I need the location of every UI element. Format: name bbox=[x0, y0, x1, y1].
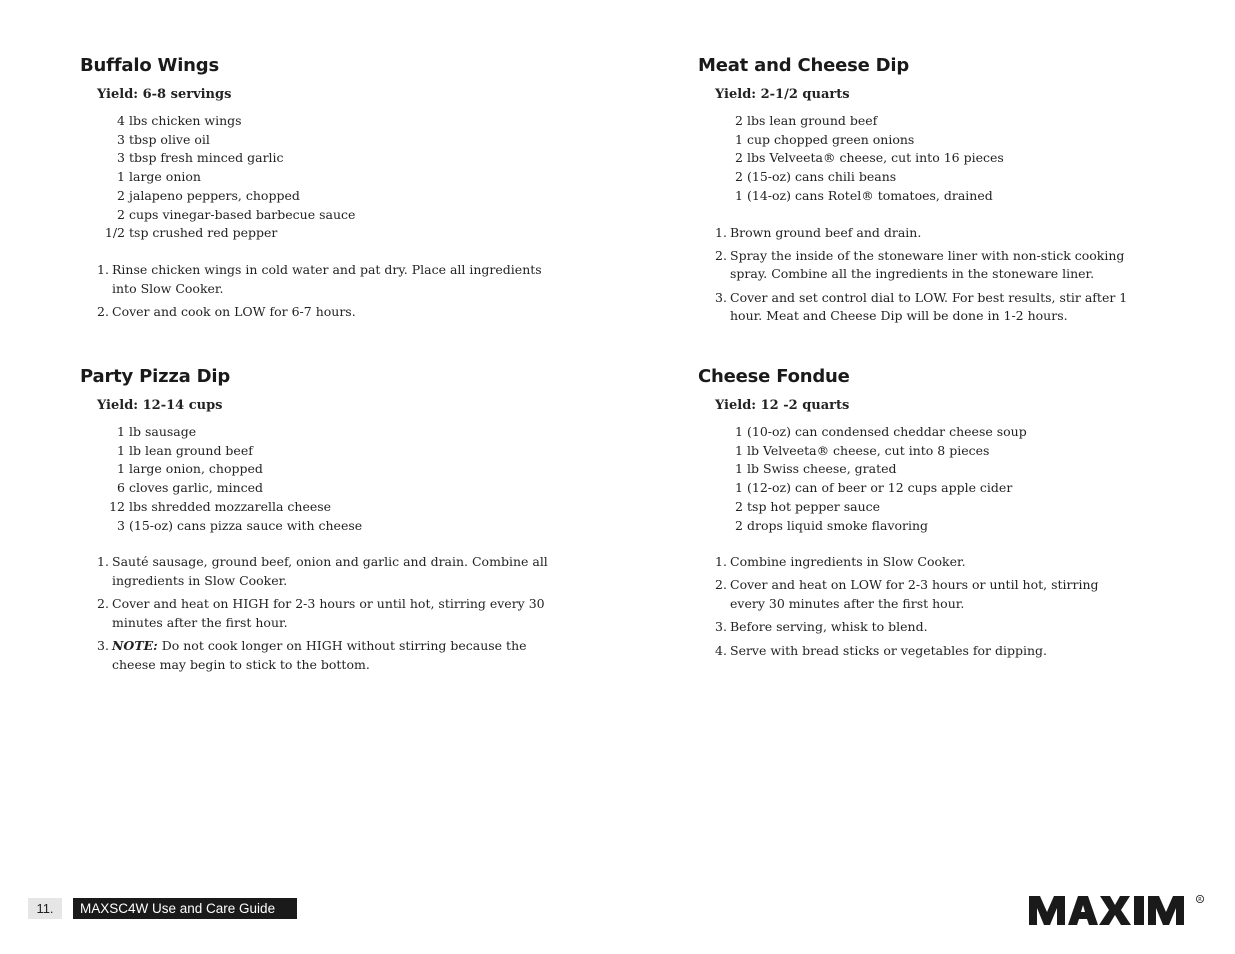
ingredient-text: lbs Velveeta® cheese, cut into 16 pieces bbox=[747, 150, 1004, 166]
ingredient-text: (14-oz) cans Rotel® tomatoes, drained bbox=[747, 187, 993, 203]
ingredient-qty: 2 bbox=[735, 150, 743, 166]
maxim-logo bbox=[1028, 890, 1210, 930]
ingredient-item bbox=[715, 423, 1128, 442]
step-text: Sauté sausage, ground beef, onion and garlic and drain. Combine all ingredients in Slow Cooker. bbox=[112, 554, 548, 588]
ingredient-text: tsp crushed red pepper bbox=[129, 225, 278, 241]
step-number: 3. bbox=[97, 638, 109, 654]
guide-title: MAXSC4W Use and Care Guide bbox=[73, 898, 297, 919]
step-text: Serve with bread sticks or vegetables for dipping. bbox=[730, 642, 1048, 658]
step-item bbox=[97, 303, 550, 322]
step-text: Brown ground beef and drain. bbox=[730, 224, 922, 240]
step-item bbox=[715, 553, 1128, 572]
ingredient-qty: 2 bbox=[735, 113, 743, 128]
ingredient-item bbox=[715, 131, 1128, 150]
ingredient-list bbox=[97, 423, 550, 535]
ingredient-item bbox=[97, 206, 550, 225]
ingredient-qty: 1 bbox=[735, 131, 743, 147]
ingredient-text: cups vinegar-based barbecue sauce bbox=[129, 206, 356, 222]
ingredient-qty: 3 bbox=[117, 517, 125, 533]
ingredient-item bbox=[97, 479, 550, 498]
ingredient-text: tbsp fresh minced garlic bbox=[129, 150, 284, 166]
recipe-title: Cheese Fondue bbox=[698, 366, 850, 387]
ingredient-text: tsp hot pepper sauce bbox=[747, 498, 881, 514]
step-number: 1. bbox=[715, 224, 727, 240]
step-text: Cover and heat on LOW for 2-3 hours or until hot, stirring every 30 minutes after the first hour. bbox=[730, 577, 1099, 612]
recipe-yield: Yield: 12 -2 quarts bbox=[715, 398, 850, 413]
ingredient-text: lb Swiss cheese, grated bbox=[747, 461, 897, 477]
ingredient-item bbox=[97, 423, 550, 442]
ingredient-item bbox=[97, 112, 550, 131]
recipe-title: Buffalo Wings bbox=[80, 55, 219, 76]
step-item bbox=[715, 247, 1128, 284]
page-number: 11. bbox=[28, 898, 62, 919]
ingredient-item bbox=[97, 498, 550, 517]
ingredient-text: (15-oz) cans chili beans bbox=[747, 169, 897, 185]
step-number: 1. bbox=[97, 261, 109, 277]
ingredient-item bbox=[97, 517, 550, 536]
ingredient-item bbox=[715, 460, 1128, 479]
note-text: Do not cook longer on HIGH without stirring because the cheese may begin to stick to the bottom. bbox=[112, 638, 527, 672]
recipe-yield: Yield: 6-8 servings bbox=[97, 87, 232, 102]
ingredient-text: (15-oz) cans pizza sauce with cheese bbox=[129, 517, 363, 533]
step-item bbox=[97, 637, 550, 674]
recipe-party-pizza-dip bbox=[80, 366, 550, 679]
step-number: 2. bbox=[715, 577, 727, 593]
step-item bbox=[715, 289, 1128, 326]
ingredient-qty: 2 bbox=[117, 206, 125, 222]
svg-text:R: R bbox=[1198, 896, 1202, 903]
ingredient-qty: 1 bbox=[735, 442, 743, 458]
ingredient-qty: 1/2 bbox=[104, 225, 125, 241]
recipe-buffalo-wings bbox=[80, 55, 550, 326]
ingredient-item bbox=[97, 168, 550, 187]
ingredient-qty: 4 bbox=[117, 113, 125, 128]
step-list bbox=[715, 553, 1128, 660]
ingredient-text: drops liquid smoke flavoring bbox=[747, 517, 929, 533]
ingredient-text: tbsp olive oil bbox=[129, 131, 210, 147]
step-list bbox=[97, 261, 550, 322]
ingredient-text: large onion bbox=[129, 169, 201, 185]
ingredient-qty: 2 bbox=[117, 187, 125, 203]
ingredient-item bbox=[715, 112, 1128, 131]
ingredient-qty: 2 bbox=[735, 498, 743, 514]
ingredient-list bbox=[97, 112, 550, 243]
note-label: NOTE: bbox=[112, 638, 158, 654]
recipe-meat-and-cheese-dip bbox=[698, 55, 1128, 331]
step-text: Rinse chicken wings in cold water and pat dry. Place all ingredients into Slow Cooker. bbox=[112, 261, 542, 296]
ingredient-text: cup chopped green onions bbox=[747, 131, 915, 147]
step-number: 2. bbox=[97, 596, 109, 612]
ingredient-text: lbs lean ground beef bbox=[747, 113, 878, 128]
step-list bbox=[715, 224, 1128, 327]
ingredient-list bbox=[715, 423, 1128, 535]
step-number: 4. bbox=[715, 642, 727, 658]
step-item bbox=[97, 595, 550, 632]
ingredient-item bbox=[97, 442, 550, 461]
ingredient-item bbox=[715, 498, 1128, 517]
step-item bbox=[97, 553, 550, 590]
step-item bbox=[97, 261, 550, 298]
ingredient-qty: 2 bbox=[735, 517, 743, 533]
ingredient-qty: 12 bbox=[109, 498, 125, 514]
ingredient-text: lb Velveeta® cheese, cut into 8 pieces bbox=[747, 442, 990, 458]
ingredient-item bbox=[97, 149, 550, 168]
step-item bbox=[715, 576, 1128, 613]
step-number: 3. bbox=[715, 619, 727, 635]
ingredient-item bbox=[715, 168, 1128, 187]
ingredient-qty: 6 bbox=[117, 480, 125, 496]
step-text: Cover and cook on LOW for 6-7 hours. bbox=[112, 303, 356, 319]
recipe-yield: Yield: 2-1/2 quarts bbox=[715, 87, 850, 102]
ingredient-qty: 1 bbox=[117, 424, 125, 439]
ingredient-qty: 1 bbox=[117, 442, 125, 458]
step-number: 1. bbox=[715, 554, 727, 570]
step-text: Spray the inside of the stoneware liner with non-stick cooking spray. Combine all the ingredients in the stoneware liner. bbox=[730, 247, 1125, 282]
ingredient-text: lb lean ground beef bbox=[129, 442, 253, 458]
ingredient-qty: 1 bbox=[735, 187, 743, 203]
ingredient-list bbox=[715, 112, 1128, 206]
ingredient-qty: 1 bbox=[735, 480, 743, 496]
ingredient-qty: 1 bbox=[735, 461, 743, 477]
recipe-yield: Yield: 12-14 cups bbox=[97, 398, 223, 413]
ingredient-item bbox=[97, 460, 550, 479]
step-text bbox=[112, 637, 550, 674]
recipe-cheese-fondue bbox=[698, 366, 1128, 665]
recipe-title: Party Pizza Dip bbox=[80, 366, 231, 387]
ingredient-item bbox=[715, 517, 1128, 536]
ingredient-qty: 1 bbox=[735, 424, 743, 439]
step-text: Cover and set control dial to LOW. For best results, stir after 1 hour. Meat and Cheese Dip will be done in 1-2 hours. bbox=[730, 289, 1128, 324]
ingredient-text: lbs chicken wings bbox=[129, 113, 242, 128]
step-text: Cover and heat on HIGH for 2-3 hours or until hot, stirring every 30 minutes after the first hour. bbox=[112, 596, 545, 630]
ingredient-text: large onion, chopped bbox=[129, 461, 263, 477]
ingredient-text: cloves garlic, minced bbox=[129, 480, 264, 496]
ingredient-item bbox=[715, 479, 1128, 498]
ingredient-item bbox=[715, 149, 1128, 168]
ingredient-text: lb sausage bbox=[129, 424, 197, 439]
step-item bbox=[715, 642, 1128, 661]
step-item bbox=[715, 224, 1128, 243]
ingredient-qty: 3 bbox=[117, 150, 125, 166]
ingredient-text: (12-oz) can of beer or 12 cups apple cider bbox=[747, 480, 1013, 496]
ingredient-item bbox=[715, 442, 1128, 461]
ingredient-item bbox=[97, 187, 550, 206]
ingredient-item bbox=[715, 187, 1128, 206]
step-list bbox=[97, 553, 550, 674]
step-number: 2. bbox=[715, 247, 727, 263]
step-text: Before serving, whisk to blend. bbox=[730, 619, 928, 635]
ingredient-text: (10-oz) can condensed cheddar cheese soup bbox=[747, 424, 1027, 439]
ingredient-item bbox=[97, 224, 550, 243]
recipe-title: Meat and Cheese Dip bbox=[698, 55, 910, 76]
step-item bbox=[715, 618, 1128, 637]
step-text: Combine ingredients in Slow Cooker. bbox=[730, 554, 966, 570]
ingredient-item bbox=[97, 131, 550, 150]
step-number: 2. bbox=[97, 303, 109, 319]
ingredient-qty: 3 bbox=[117, 131, 125, 147]
step-number: 3. bbox=[715, 289, 727, 305]
ingredient-text: jalapeno peppers, chopped bbox=[129, 187, 300, 203]
ingredient-qty: 2 bbox=[735, 169, 743, 185]
ingredient-text: lbs shredded mozzarella cheese bbox=[129, 498, 332, 514]
ingredient-qty: 1 bbox=[117, 169, 125, 185]
ingredient-qty: 1 bbox=[117, 461, 125, 477]
step-number: 1. bbox=[97, 554, 109, 570]
